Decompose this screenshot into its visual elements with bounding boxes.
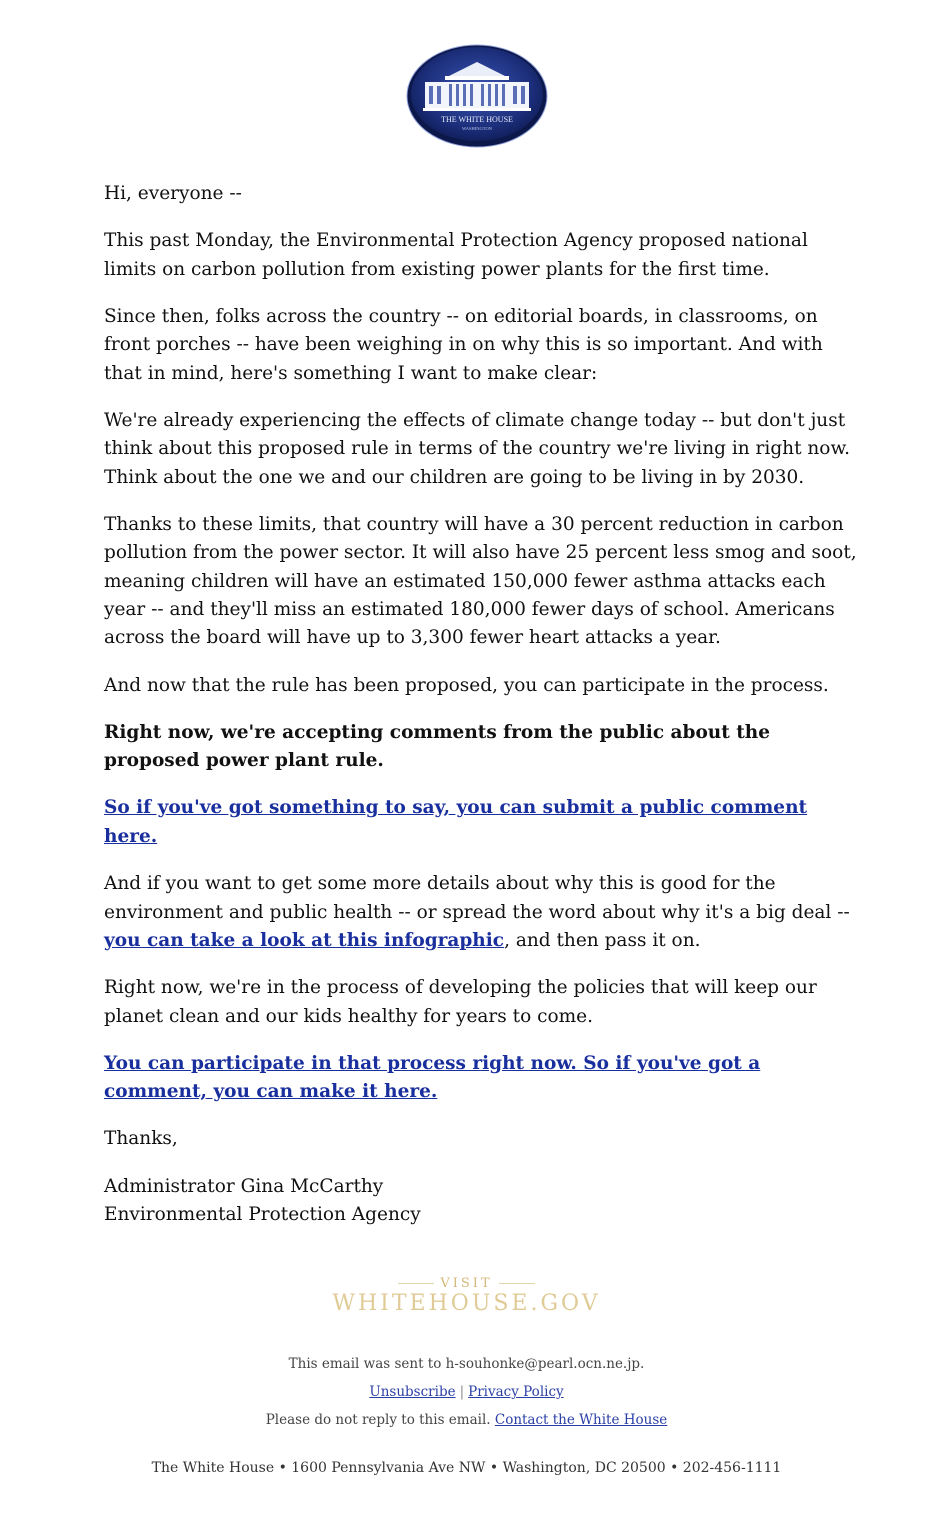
signature	[104, 1173, 864, 1230]
paragraph-8: Right now, we're in the process of developing the policies that will keep our planet clean and our kids healthy for years to come.	[104, 977, 817, 1027]
paragraph-3: We're already experiencing the effects of climate change today -- but don't just think about this proposed rule in terms of the country we're living in right now. Think about the one we and our children are going to be living in by 2030.	[104, 409, 850, 488]
email-body	[104, 180, 864, 1229]
paragraph-7-end: , and then pass it on.	[504, 929, 701, 951]
paragraph-4: Thanks to these limits, that country will have a 30 percent reduction in carbon pollution from the power sector. It will also have 25 percent less smog and soot, meaning children will have an estimated 150,000 fewer asthma attacks each year -- and they'll miss an estimated 180,000 fewer days of school. Americans across the board will have up to 3,300 fewer heart attacks a year.	[104, 513, 857, 649]
no-reply-text: Please do not reply to this email.	[265, 1412, 491, 1428]
divider	[398, 1283, 434, 1284]
privacy-policy-link[interactable]: Privacy Policy	[468, 1384, 564, 1400]
logo-subtext: WASHINGTON	[462, 126, 492, 131]
comment-link-paragraph	[104, 794, 864, 851]
greeting: Hi, everyone --	[104, 183, 242, 204]
paragraph-7	[104, 870, 864, 955]
thanks: Thanks,	[104, 1128, 178, 1150]
logo-text: THE WHITE HOUSE	[441, 115, 513, 124]
paragraph-5: And now that the rule has been proposed, you can participate in the process.	[104, 674, 829, 696]
participate-link-paragraph	[104, 1050, 864, 1107]
submit-comment-link[interactable]: So if you've got something to say, you can submit a public comment here.	[104, 797, 808, 847]
visit-label: VISIT	[440, 1276, 493, 1291]
no-reply-line	[0, 1412, 933, 1428]
address-line: The White House • 1600 Pennsylvania Ave NW • Washington, DC 20500 • 202-456-1111	[151, 1460, 782, 1476]
white-house-logo	[405, 42, 549, 150]
infographic-link[interactable]: you can take a look at this infographic	[104, 929, 505, 951]
signature-name: Administrator Gina McCarthy	[104, 1175, 384, 1197]
footer-links	[0, 1384, 933, 1400]
sent-to-line: This email was sent to h-souhonke@pearl.ocn.ne.jp.	[288, 1356, 645, 1372]
unsubscribe-link[interactable]: Unsubscribe	[369, 1384, 456, 1400]
bold-paragraph: Right now, we're accepting comments from the public about the proposed power plant rule.	[104, 721, 770, 772]
divider	[499, 1283, 535, 1284]
contact-link[interactable]: Contact the White House	[494, 1412, 668, 1428]
paragraph-1: This past Monday, the Environmental Protection Agency proposed national limits on carbon pollution from existing power plants for the first time.	[104, 230, 808, 280]
signature-org: Environmental Protection Agency	[104, 1203, 421, 1225]
visit-whitehouse-banner[interactable]	[0, 1276, 933, 1316]
paragraph-2: Since then, folks across the country -- on editorial boards, in classrooms, on front porches -- have been weighing in on why this is so important. And with that in mind, here's something I want to make clear:	[104, 305, 823, 384]
participate-comment-link[interactable]: You can participate in that process right now. So if you've got a comment, you can make it here.	[104, 1052, 761, 1103]
paragraph-7-start: And if you want to get some more details about why this is good for the environment and public health -- or spread the word about why it's a big deal --	[104, 873, 850, 923]
link-separator: |	[459, 1384, 465, 1400]
whitehouse-gov-label: WHITEHOUSE.GOV	[332, 1291, 601, 1316]
